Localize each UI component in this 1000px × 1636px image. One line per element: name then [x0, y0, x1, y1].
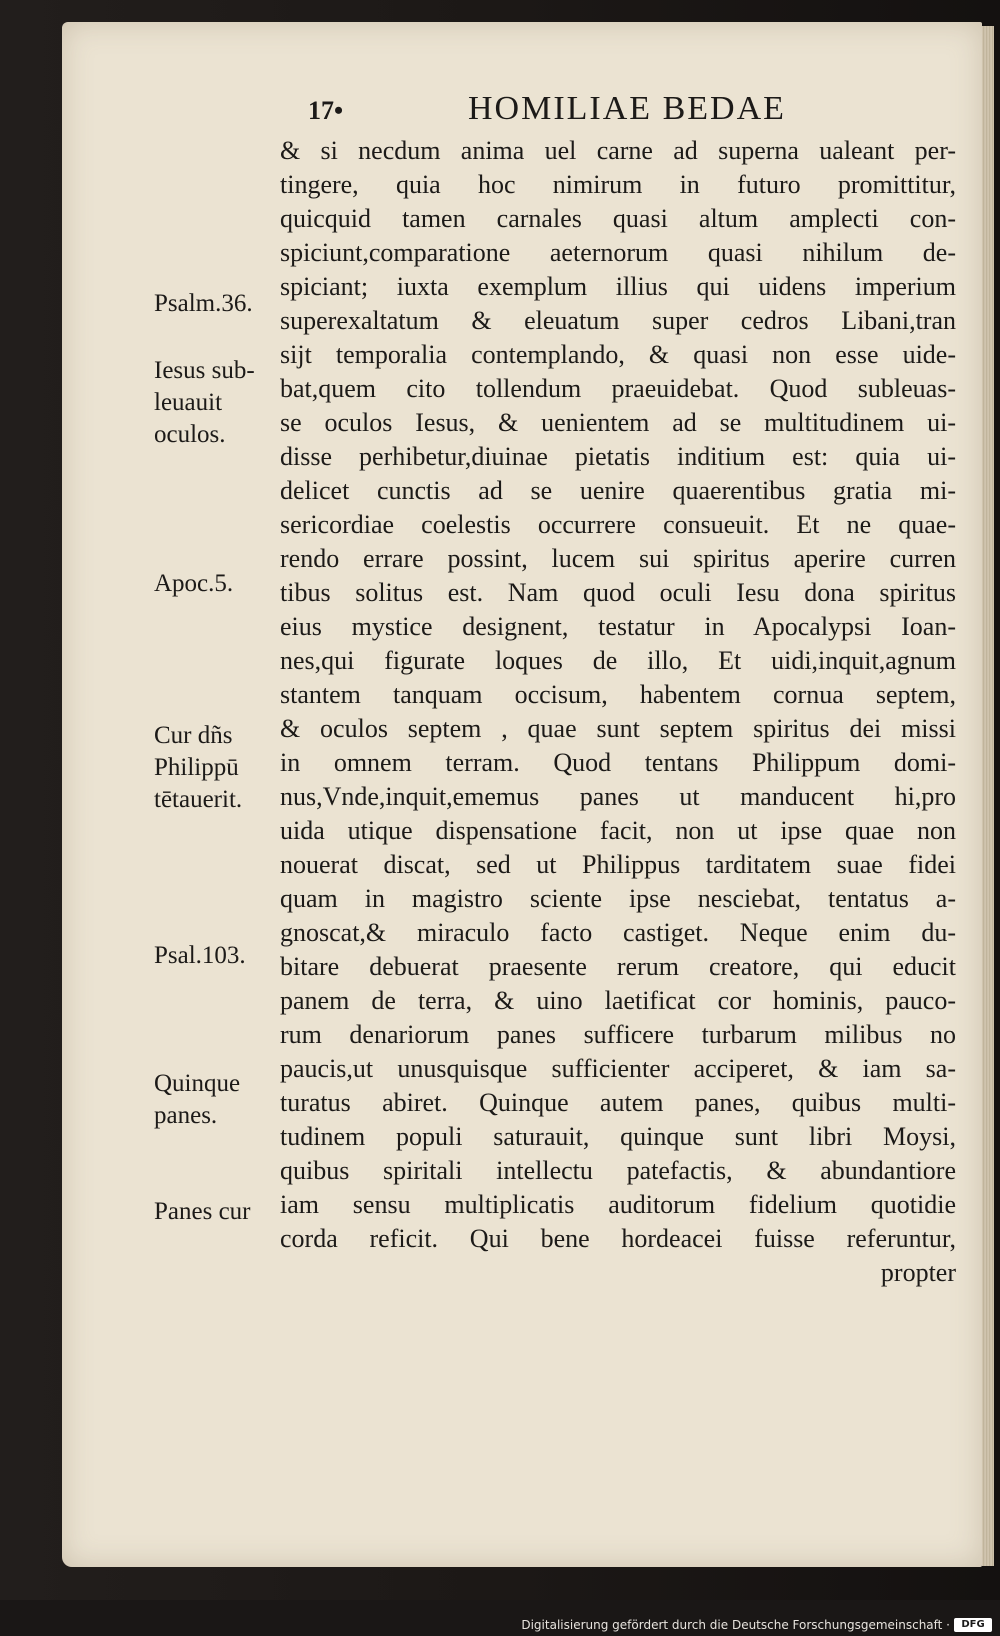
text-line: gnoscat,& miraculo facto castiget. Neque enim du-: [280, 918, 956, 947]
marginal-note-line: Panes cur: [154, 1198, 251, 1225]
text-line: turatus abiret. Quinque autem panes, quibus multi-: [280, 1088, 956, 1117]
marginal-note-line: Cur dñs: [154, 722, 233, 749]
text-line: sericordiae coelestis occurrere consueuit. Et ne quae-: [280, 510, 956, 539]
marginal-note-line: panes.: [154, 1102, 218, 1129]
text-line: panem de terra, & uino laetificat cor hominis, pauco-: [280, 986, 956, 1015]
marginal-note-line: tētauerit.: [154, 786, 243, 813]
text-line: sijt temporalia contemplando, & quasi non esse uide-: [280, 340, 956, 369]
main-text: [280, 134, 956, 1290]
text-line: & oculos septem , quae sunt septem spiritus dei missi: [280, 714, 956, 743]
text-line: superexaltatum & eleuatum super cedros Libani,tran: [280, 306, 956, 335]
text-line: spiciunt,comparatione aeternorum quasi nihilum de-: [280, 238, 956, 267]
text-line: corda reficit. Qui bene hordeacei fuisse referuntur,: [280, 1224, 956, 1253]
text-line: rendo errare possint, lucem sui spiritus aperire curren: [280, 544, 956, 573]
text-line: quibus spiritali intellectu patefactis, & abundantiore: [280, 1156, 956, 1185]
text-line: rum denariorum panes sufficere turbarum milibus no: [280, 1020, 956, 1049]
text-line: eius mystice designent, testatur in Apocalypsi Ioan-: [280, 612, 956, 641]
marginal-note: [154, 288, 276, 320]
running-head: HOMILIAE BEDAE: [468, 90, 786, 127]
marginal-note: [154, 568, 276, 600]
marginal-note-line: Quinque: [154, 1070, 241, 1097]
text-line: paucis,ut unusquisque sufficienter acciperet, & iam sa-: [280, 1054, 956, 1083]
marginal-note: [154, 1196, 276, 1228]
dfg-logo: DFG: [954, 1618, 992, 1632]
marginal-note-line: Philippū: [154, 754, 239, 781]
text-line: spiciant; iuxta exemplum illius qui uidens imperium: [280, 272, 956, 301]
text-line: iam sensu multiplicatis auditorum fidelium quotidie: [280, 1190, 956, 1219]
text-line: bat,quem cito tollendum praeuidebat. Quod subleuas-: [280, 374, 956, 403]
marginal-note: [154, 720, 276, 816]
text-line: stantem tanquam occisum, habentem cornua septem,: [280, 680, 956, 709]
footer: [0, 1616, 1000, 1636]
folio-number: 17•: [308, 96, 344, 125]
text-line: nouerat discat, sed ut Philippus tarditatem suae fidei: [280, 850, 956, 879]
text-line: & si necdum anima uel carne ad superna ualeant per-: [280, 136, 956, 165]
text-line: delicet cunctis ad se uenire quaerentibus gratia mi-: [280, 476, 956, 505]
marginal-note-line: Psalm.36.: [154, 290, 253, 317]
marginal-note-line: oculos.: [154, 421, 226, 448]
text-line: quam in magistro sciente ipse nesciebat, tentatus a-: [280, 884, 956, 913]
marginal-note-line: leuauit: [154, 389, 223, 416]
text-line: tibus solitus est. Nam quod oculi Iesu dona spiritus: [280, 578, 956, 607]
marginal-note: [154, 355, 276, 451]
text-line: nus,Vnde,inquit,ememus panes ut manducent hi,pro: [280, 782, 956, 811]
page-header: [300, 90, 840, 134]
text-line: uida utique dispensatione facit, non ut ipse quae non: [280, 816, 956, 845]
text-line: disse perhibetur,diuinae pietatis inditium est: quia ui-: [280, 442, 956, 471]
marginal-note-line: Apoc.5.: [154, 570, 234, 597]
marginal-note-line: Psal.103.: [154, 942, 246, 969]
catchword: propter: [880, 1258, 956, 1287]
text-line: quicquid tamen carnales quasi altum amplecti con-: [280, 204, 956, 233]
text-line: tingere, quia hoc nimirum in futuro promittitur,: [280, 170, 956, 199]
text-line: bitare debuerat praesente rerum creatore, qui educit: [280, 952, 956, 981]
text-line: se oculos Iesus, & uenientem ad se multitudinem ui-: [280, 408, 956, 437]
marginal-note-line: Iesus sub-: [154, 357, 255, 384]
funding-notice: Digitalisierung gefördert durch die Deutsche Forschungsgemeinschaft ·: [521, 1618, 950, 1632]
marginal-note: [154, 1068, 276, 1132]
text-line: in omnem terram. Quod tentans Philippum domi-: [280, 748, 956, 777]
text-line: nes,qui figurate loques de illo, Et uidi,inquit,agnum: [280, 646, 956, 675]
text-line: tudinem populi saturauit, quinque sunt libri Moysi,: [280, 1122, 956, 1151]
page-edges: [982, 26, 994, 1566]
marginal-note: [154, 940, 276, 972]
